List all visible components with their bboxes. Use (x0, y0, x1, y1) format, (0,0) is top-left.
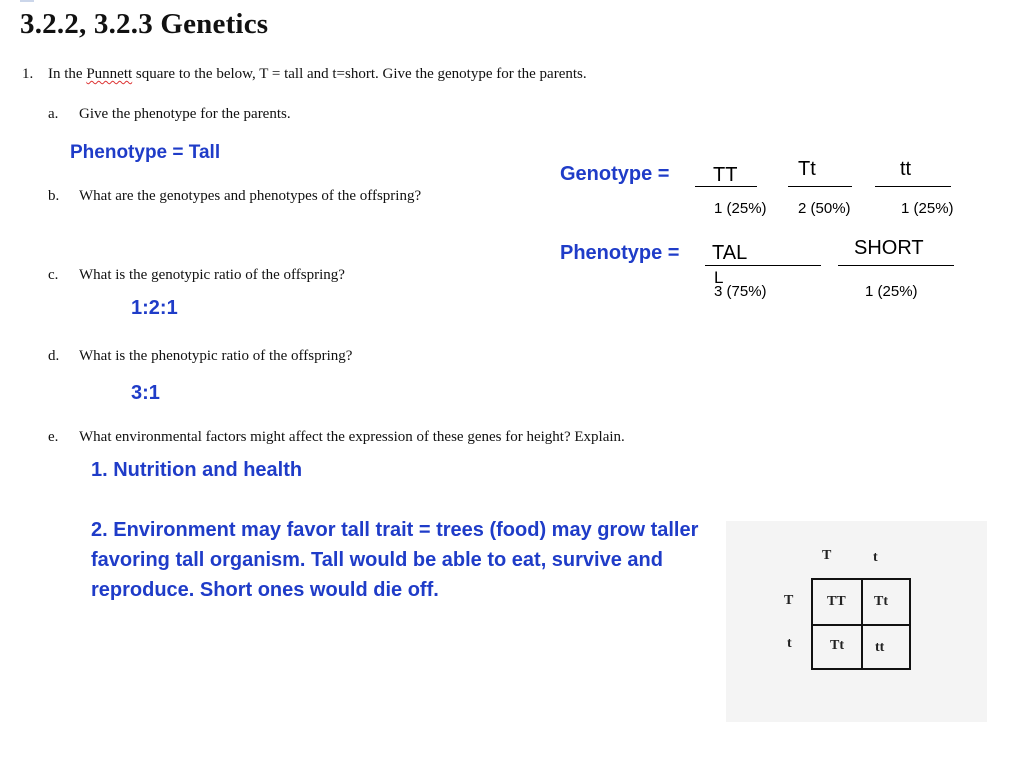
punnett-cell-1-1: TT (827, 594, 846, 609)
phenotype-blank-1 (705, 265, 821, 266)
misspelled-word: Punnett (86, 66, 133, 82)
punnett-side-allele-1: T (784, 593, 794, 608)
punnett-cell-2-1: Tt (830, 638, 844, 653)
question-1-text (48, 66, 587, 83)
punnett-side-allele-2: t (787, 636, 792, 651)
genotype-blank-3 (875, 186, 951, 187)
genotype-blank-2 (788, 186, 852, 187)
part-a-question: Give the phenotype for the parents. (79, 106, 291, 122)
phenotype-value-1: TAL (712, 242, 748, 264)
page-title: 3.2.2, 3.2.3 Genetics (20, 8, 269, 40)
part-a-letter: a. (48, 106, 59, 122)
part-b-letter: b. (48, 188, 60, 204)
genotype-label: Genotype = (560, 163, 670, 185)
genotype-value-2: Tt (798, 158, 816, 180)
phenotype-blank-2 (838, 265, 954, 266)
punnett-grid (811, 578, 911, 670)
part-b-question: What are the genotypes and phenotypes of the offspring? (79, 188, 422, 204)
answer-e-point-1: 1. Nutrition and health (91, 459, 303, 481)
genotype-percent-1: 1 (25%) (714, 200, 767, 217)
genotype-value-1: TT (713, 164, 738, 186)
answer-a: Phenotype = Tall (70, 142, 221, 163)
answer-d: 3:1 (131, 382, 160, 404)
part-c-question: What is the genotypic ratio of the offspring? (79, 267, 345, 283)
phenotype-value-1-overflow: L (714, 268, 724, 287)
genotype-value-3: tt (900, 158, 912, 180)
punnett-top-allele-1: T (822, 548, 832, 563)
phenotype-value-2: SHORT (854, 237, 924, 259)
part-c-letter: c. (48, 267, 59, 283)
part-e-question: What environmental factors might affect the expression of these genes for height? Explain. (79, 429, 625, 445)
punnett-cell-1-2: Tt (874, 594, 888, 609)
slide-corner-mark (20, 0, 34, 2)
answer-c: 1:2:1 (131, 297, 178, 319)
question-1-text-after: square to the below, T = tall and t=short. Give the genotype for the parents. (132, 66, 587, 82)
question-1-text-before: In the (48, 66, 87, 82)
answer-e-point-2: 2. Environment may favor tall trait = trees (food) may grow taller favoring tall organism. Tall would be able to eat, survive and reproduce. Short ones would die off. (91, 519, 699, 601)
punnett-top-allele-2: t (873, 550, 878, 565)
punnett-grid-horizontal-divider (813, 624, 909, 626)
phenotype-percent-2: 1 (25%) (865, 283, 918, 300)
question-number: 1. (22, 66, 34, 82)
part-d-question: What is the phenotypic ratio of the offspring? (79, 348, 353, 364)
phenotype-percent-1: 3 (75%) (714, 283, 767, 300)
genotype-percent-2: 2 (50%) (798, 200, 851, 217)
genotype-percent-3: 1 (25%) (901, 200, 954, 217)
phenotype-label: Phenotype = (560, 242, 680, 264)
part-e-letter: e. (48, 429, 59, 445)
punnett-cell-2-2: tt (875, 640, 885, 655)
part-d-letter: d. (48, 348, 60, 364)
